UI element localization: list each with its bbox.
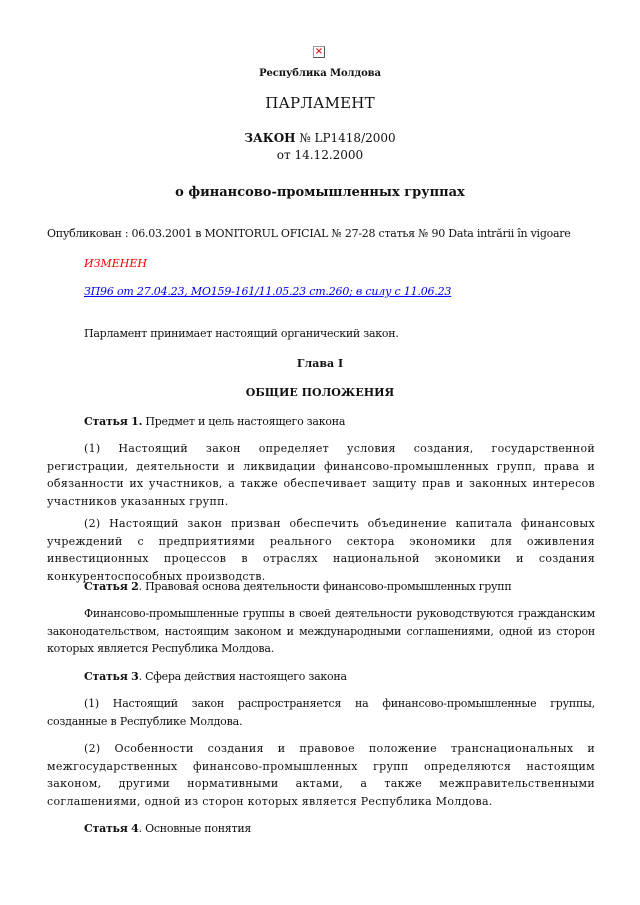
article-4-heading	[84, 822, 251, 835]
law-number-value: № LP1418/2000	[299, 131, 396, 145]
law-number	[0, 131, 640, 145]
article-1-heading	[84, 415, 345, 428]
amended-status: ИЗМЕНЕН	[84, 257, 147, 270]
article-label: Статья 1.	[84, 415, 143, 428]
amendment-link[interactable]: ЗП96 от 27.04.23, MO159-161/11.05.23 ст.260; в силу с 11.06.23	[84, 285, 452, 298]
country-name: Республика Молдова	[259, 68, 381, 79]
article-label: Статья 3	[84, 670, 139, 683]
article-2-heading	[84, 580, 511, 593]
article-title: . Сфера действия настоящего закона	[138, 670, 347, 683]
article-1-paragraph-2: (2) Настоящий закон призван обеспечить объединение капитала финансовых учреждений с предприятиями реального сектора экономики для оживления инвестиционных процессов в отраслях национальной экономики и создания конкурентоспособных производств.	[47, 517, 595, 583]
article-1-paragraph-1: (1) Настоящий закон определяет условия создания, государственной регистрации, деятельности и ликвидации финансово-промышленных групп, права и обязанности их участников, а также обеспечивает защиту прав и законных интересов участников указанных групп.	[47, 442, 595, 508]
article-label: Статья 4	[84, 822, 139, 835]
article-3-paragraph-1: (1) Настоящий закон распространяется на финансово-промышленные группы, созданные в Республике Молдова.	[47, 697, 595, 728]
preamble: Парламент принимает настоящий органический закон.	[84, 327, 399, 340]
broken-image-icon: ×	[314, 46, 324, 57]
article-title: . Основные понятия	[138, 822, 252, 835]
article-3-heading	[84, 670, 347, 683]
law-date: от 14.12.2000	[276, 148, 364, 162]
publication-info: Опубликован : 06.03.2001 в MONITORUL OFICIAL № 27-28 статья № 90 Data intrării în vigoare	[47, 227, 571, 240]
article-title: Предмет и цель настоящего закона	[142, 415, 346, 428]
institution-name: ПАРЛАМЕНТ	[265, 94, 375, 112]
chapter-title: ОБЩИЕ ПОЛОЖЕНИЯ	[245, 386, 395, 399]
law-label: ЗАКОН	[244, 131, 296, 145]
chapter-number: Глава I	[296, 357, 344, 370]
law-title: о финансово-промышленных группах	[175, 185, 465, 200]
article-3-paragraph-2: (2) Особенности создания и правовое положение транснациональных и межгосударственных финансово-промышленных групп определяются настоящим законом, другими нормативными актами, а также межправительственными соглашениями, одной из сторон которых является Республика Молдова.	[47, 742, 595, 808]
article-label: Статья 2	[84, 580, 139, 593]
article-2-paragraph-1: Финансово-промышленные группы в своей деятельности руководствуются гражданским законодательством, настоящим законом и международными соглашениями, одной из сторон которых является Республика Молдова.	[47, 607, 595, 655]
article-title: . Правовая основа деятельности финансово-промышленных групп	[138, 580, 512, 593]
